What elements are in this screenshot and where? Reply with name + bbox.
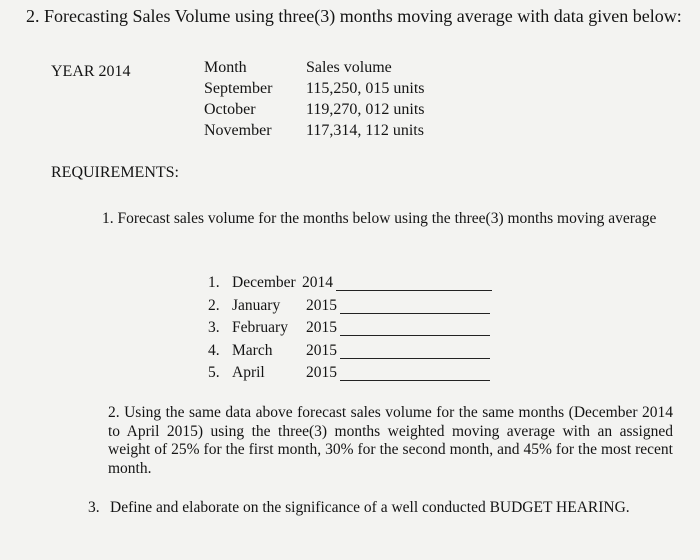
requirements-heading: REQUIREMENTS: xyxy=(51,164,179,181)
sales-cell: 119,270, 012 units xyxy=(306,101,425,118)
item-year: 2015 xyxy=(306,364,337,381)
item-number: 4. xyxy=(208,341,220,359)
item-month: March xyxy=(232,341,273,359)
requirement-1: 1. Forecast sales volume for the months below using the three(3) months moving average xyxy=(102,210,657,227)
sales-column xyxy=(306,57,425,141)
requirement-3-text: Define and elaborate on the significance of a well conducted BUDGET HEARING. xyxy=(110,499,630,516)
item-number: 3. xyxy=(208,319,220,336)
month-cell: October xyxy=(204,101,256,118)
item-month: December xyxy=(232,274,296,291)
answer-blank-line xyxy=(340,358,490,359)
item-year: 2015 xyxy=(306,319,337,336)
month-column xyxy=(204,57,272,141)
requirement-3 xyxy=(88,498,673,517)
sales-header: Sales volume xyxy=(306,59,392,76)
month-header: Month xyxy=(204,59,247,76)
item-number: 2. xyxy=(208,296,220,314)
item-year: 2015 xyxy=(306,341,337,359)
month-cell: September xyxy=(204,80,273,97)
year-label: YEAR 2014 xyxy=(51,63,131,80)
sales-cell: 115,250, 015 units xyxy=(306,80,425,97)
item-month: January xyxy=(232,296,281,314)
item-year: 2015 xyxy=(306,296,337,314)
requirement-3-number: 3. xyxy=(88,499,100,516)
month-cell: November xyxy=(204,122,272,139)
item-number: 1. xyxy=(208,274,220,291)
question-title: 2. Forecasting Sales Volume using three(3) months moving average with data given below: xyxy=(26,6,682,26)
item-year: 2014 xyxy=(302,274,333,291)
requirement-2: 2. Using the same data above forecast sales volume for the same months (December 2014 to April 2015) using the three(3) months weighted moving average with an assigned weight of 25% for the first month, 30% for the second month, and 45% for the most recent month. xyxy=(108,404,673,477)
sales-cell: 117,314, 112 units xyxy=(306,122,424,139)
answer-blank-line xyxy=(340,380,490,381)
item-month: April xyxy=(232,364,265,381)
answer-blank-line xyxy=(340,313,490,314)
answer-blank-line xyxy=(340,335,490,336)
answer-blank-line xyxy=(336,290,492,291)
item-month: February xyxy=(232,319,288,336)
item-number: 5. xyxy=(208,364,220,381)
